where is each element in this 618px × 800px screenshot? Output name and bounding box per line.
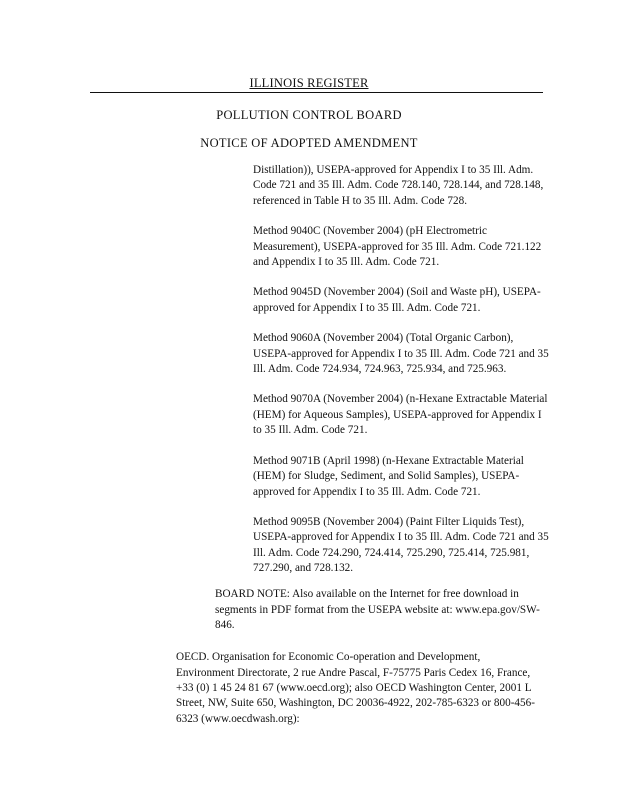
method-entry: Method 9071B (April 1998) (n-Hexane Extractable Material (HEM) for Sludge, Sediment, and Solid Samples), USEPA-approved for Appendix I to 35 Ill. Adm. Code 721. bbox=[253, 454, 524, 498]
board-note: BOARD NOTE: Also available on the Internet for free download in segments in PDF format from the USEPA website at: www.epa.gov/SW-846. bbox=[215, 588, 540, 631]
method-entry: Method 9040C (November 2004) (pH Electrometric Measurement), USEPA-approved for 35 Ill. Adm. Code 721.122 and Appendix I to 35 Ill. Adm. Code 721. bbox=[253, 225, 542, 269]
method-list bbox=[253, 163, 553, 592]
method-entry: Method 9060A (November 2004) (Total Organic Carbon), USEPA-approved for Appendix I to 35 Ill. Adm. Code 721 and 35 Ill. Adm. Code 724.934, 724.963, 725.934, and 725.963. bbox=[253, 332, 549, 376]
board-name: POLLUTION CONTROL BOARD bbox=[216, 108, 402, 122]
notice-title: NOTICE OF ADOPTED AMENDMENT bbox=[200, 136, 418, 150]
method-entry: Method 9095B (November 2004) (Paint Filter Liquids Test), USEPA-approved for Appendix I to 35 Ill. Adm. Code 721 and 35 Ill. Adm. Code 724.290, 724.414, 725.290, 725.414, 725.981, 727.290, and 728.132. bbox=[253, 515, 549, 575]
oecd-reference: OECD. Organisation for Economic Co-operation and Development, Environment Directorate, 2 rue Andre Pascal, F-75775 Paris Cedex 16, France, +33 (0) 1 45 24 81 67 (www.oecd.org); also OECD Washington Center, 2001 L Street, NW, Suite 650, Washington, DC 20036-4922, 202-785-6323 or 800-456-6323 (www.oecdwash.org): bbox=[176, 651, 535, 725]
method-entry: Method 9045D (November 2004) (Soil and Waste pH), USEPA-approved for Appendix I to 35 Ill. Adm. Code 721. bbox=[253, 286, 541, 314]
register-title: ILLINOIS REGISTER bbox=[249, 76, 369, 90]
method-entry: Method 9070A (November 2004) (n-Hexane Extractable Material (HEM) for Aqueous Samples), USEPA-approved for Appendix I to 35 Ill. Adm. Code 721. bbox=[253, 393, 548, 437]
header-rule bbox=[90, 92, 543, 93]
method-entry: Distillation)), USEPA-approved for Appendix I to 35 Ill. Adm. Code 721 and 35 Ill. Adm. Code 728.140, 728.144, and 728.148, referenced in Table H to 35 Ill. Adm. Code 728. bbox=[253, 164, 544, 207]
